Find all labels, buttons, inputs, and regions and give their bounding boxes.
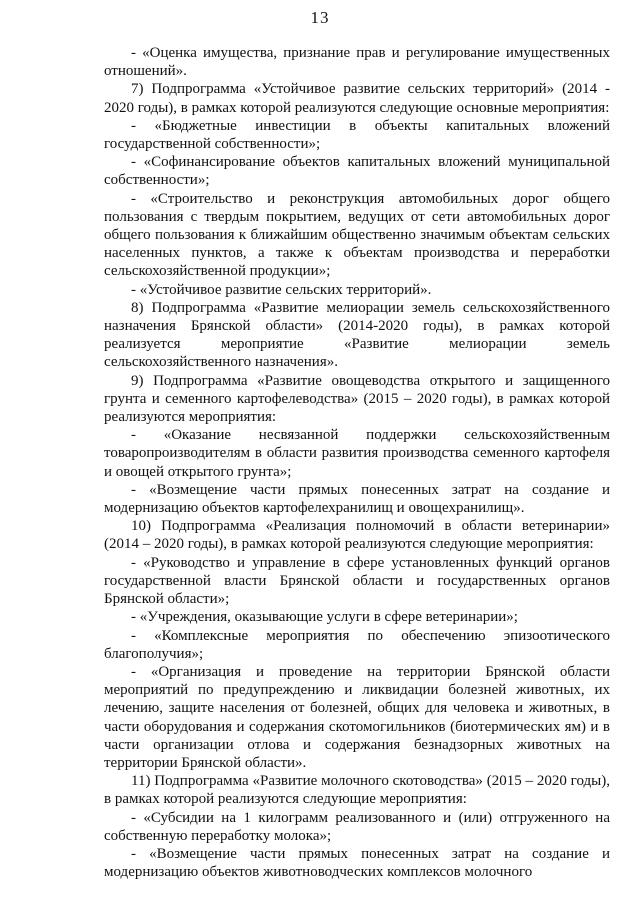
paragraph-dairy-complex-compensation: - «Возмещение части прямых понесенных затрат на создание и модернизацию объектов животноводческих комплексов молочного: [104, 845, 610, 881]
paragraph-cofinancing: - «Софинансирование объектов капитальных вложений муниципальной собственности»;: [104, 154, 610, 189]
paragraph-epizootic-measures: - «Комплексные мероприятия по обеспечению эпизоотического благополучия»;: [104, 627, 610, 662]
paragraph-subprogram-9: 9) Подпрограмма «Развитие овощеводства открытого и защищенного грунта и семенного картофелеводства» (2015 – 2020 годы), в рамках которой реализуются мероприятия:: [104, 372, 610, 426]
paragraph-unrelated-support: - «Оказание несвязанной поддержки сельскохозяйственным товаропроизводителям в области развития производства семенного картофеля и овощей открытого грунта»;: [104, 427, 610, 480]
paragraph-subprogram-10: 10) Подпрограмма «Реализация полномочий в области ветеринарии» (2014 – 2020 годы), в рамках которой реализуются следующие мероприятия:: [104, 518, 610, 553]
paragraph-storage-compensation: - «Возмещение части прямых понесенных затрат на создание и модернизацию объектов картофелехранилищ и овощехранилищ».: [104, 481, 610, 517]
paragraph-subprogram-11: 11) Подпрограмма «Развитие молочного скотоводства» (2015 – 2020 годы), в рамках которой реализуются следующие мероприятия:: [104, 773, 610, 808]
paragraph-budget-investments: - «Бюджетные инвестиции в объекты капитальных вложений государственной собственности»;: [104, 117, 610, 153]
paragraph-subprogram-8: 8) Подпрограмма «Развитие мелиорации земель сельскохозяйственного назначения Брянской области» (2014-2020 годы), в рамках которой реализуется мероприятие «Развитие мелиорации земель сельскохозяйственного назначения».: [104, 299, 610, 371]
paragraph-management: - «Руководство и управление в сфере установленных функций органов государственной власти Брянской области и государственных органов Брянской области»;: [104, 554, 610, 608]
paragraph-milk-subsidies: - «Субсидии на 1 килограмм реализованного и (или) отгруженного на собственную переработку молока»;: [104, 809, 610, 844]
page-number: 13: [310, 8, 330, 27]
paragraph-subprogram-7: 7) Подпрограмма «Устойчивое развитие сельских территорий» (2014 - 2020 годы), в рамках которой реализуются следующие основные мероприятия:: [104, 81, 610, 116]
paragraph-disease-prevention: - «Организация и проведение на территории Брянской области мероприятий по предупреждению и ликвидации болезней животных, их лечению, защите населения от болезней, общих для человека и животных, в части оборудования и содержания скотомогильников (биотермических ям) и в части организации отлова и содержания безнадзорных животных на территории Брянской области».: [104, 663, 610, 771]
paragraph-road-construction: - «Строительство и реконструкция автомобильных дорог общего пользования с твердым покрытием, ведущих от сети автомобильных дорог общего пользования к ближайшим общественно значимым объектам сельских населенных пунктов, а также к объектам производства и переработки сельскохозяйственной продукции»;: [104, 190, 610, 280]
paragraph-veterinary-services: - «Учреждения, оказывающие услуги в сфере ветеринарии»;: [131, 609, 518, 626]
body-text: [104, 44, 610, 881]
paragraph-property-valuation: - «Оценка имущества, признание прав и регулирование имущественных отношений».: [104, 45, 610, 80]
paragraph-rural-development: - «Устойчивое развитие сельских территорий».: [131, 281, 432, 298]
